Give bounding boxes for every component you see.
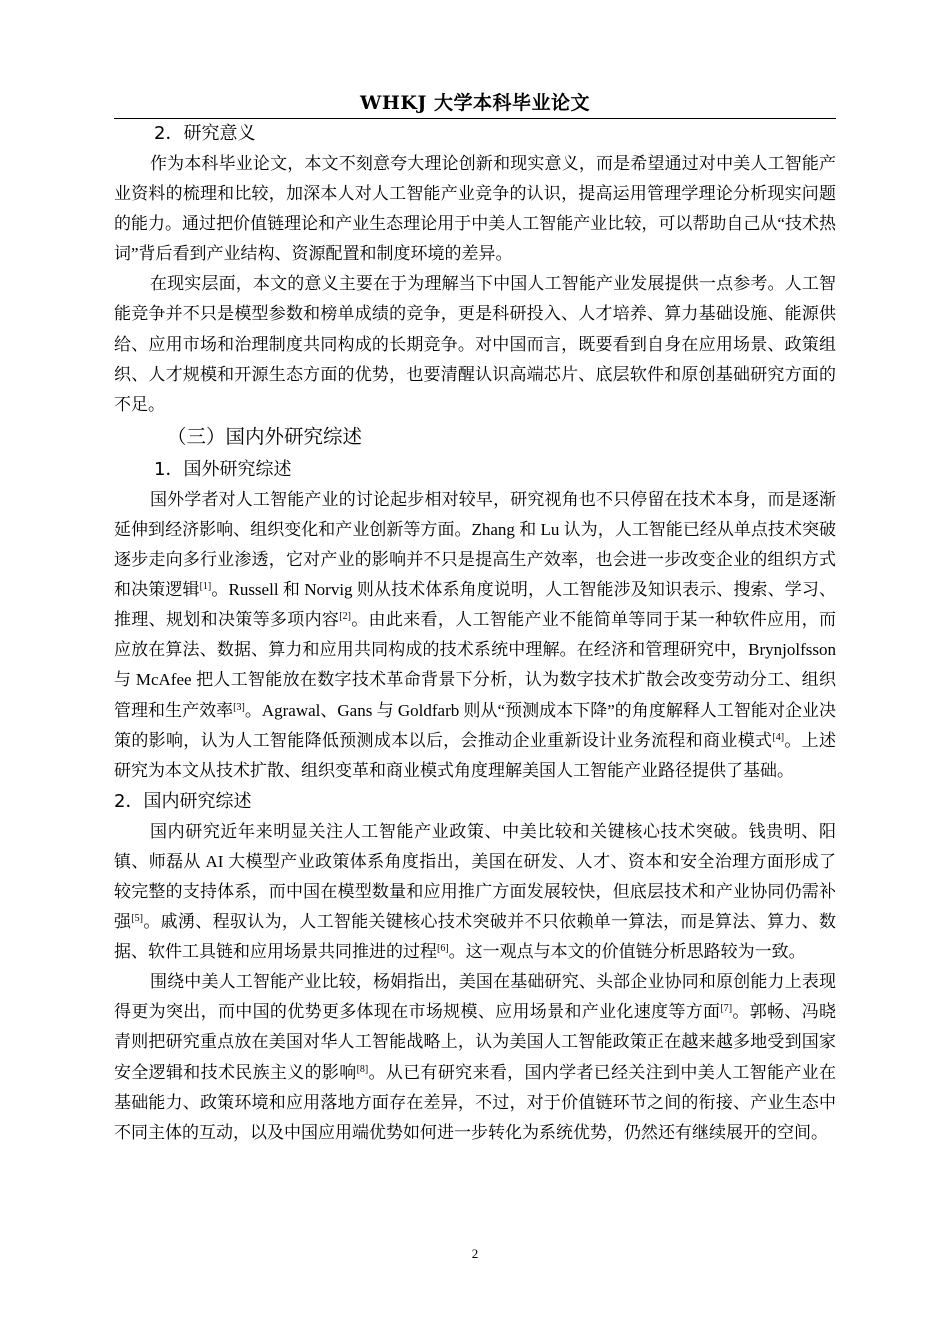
text-span: 。戚湧、程驭认为，人工智能关键核心技术突破并不只依赖单一算法，而是算法、算力、数据、软件工具链和应用场景共同推进的过程 (114, 912, 837, 962)
paragraph-foreign-review (114, 485, 836, 786)
citation-ref: [3] (233, 701, 245, 713)
heading-research-significance: 2．研究意义 (154, 123, 256, 144)
paragraph-domestic-review-2 (114, 967, 836, 1148)
paragraph-domestic-review-1 (114, 817, 836, 967)
citation-ref: [7] (720, 1003, 733, 1015)
heading-domestic-review: 2．国内研究综述 (114, 790, 252, 812)
text-span: 。Agrawal、Gans 与 Goldfarb 则从“预测成本下降”的角度解释人工智能对企业决策的影响，认为人工智能降低预测成本以后，会推动企业重新设计业务流程和商业模式 (114, 700, 836, 750)
page-number: 2 (471, 1246, 479, 1261)
text-span: 。由此来看，人工智能产业不能简单等同于某一种软件应用，而应放在算法、数据、算力和应用共同构成的技术系统中理解。在经济和管理研究中，Brynjolfsson 与 McAfee 把人工智能放在数字技术革命背景下分析，认为数字技术扩散会改变劳动分工、组织管理和生产效率 (114, 610, 837, 720)
text-span: 。Russell 和 Norvig 则从技术体系角度说明，人工智能涉及知识表示、搜索、学习、推理、规划和决策等多项内容 (114, 580, 836, 630)
text-span: 。郭畅、冯晓青则把研究重点放在美国对华人工智能战略上，认为美国人工智能政策正在越来越多地受到国家安全逻辑和技术民族主义的影响 (114, 1002, 837, 1082)
citation-ref: [6] (437, 943, 449, 955)
citation-ref: [1] (199, 581, 212, 593)
citation-ref: [2] (339, 611, 351, 623)
heading-foreign-review: 1．国外研究综述 (154, 458, 292, 480)
text-span: 。上述研究为本文从技术扩散、组织变革和商业模式角度理解美国人工智能产业路径提供了基础。 (114, 730, 837, 780)
text-span: 。这一观点与本文的价值链分析思路较为一致。 (448, 942, 806, 962)
paragraph-significance-1: 作为本科毕业论文，本文不刻意夸大理论创新和现实意义，而是希望通过对中美人工智能产业资料的梳理和比较，加深本人对人工智能产业竞争的认识，提高运用管理学理论分析现实问题的能力。通过把价值链理论和产业生态理论用于中美人工智能产业比较，可以帮助自己从“技术热词”背后看到产业结构、资源配置和制度环境的差异。 (114, 154, 836, 264)
citation-ref: [5] (131, 913, 143, 925)
text-span: 围绕中美人工智能产业比较，杨娟指出，美国在基础研究、头部企业协同和原创能力上表现得更为突出，而中国的优势更多体现在市场规模、应用场景和产业化速度等方面 (114, 972, 836, 1022)
page-body (114, 118, 836, 1148)
paragraph-significance-2: 在现实层面，本文的意义主要在于为理解当下中国人工智能产业发展提供一点参考。人工智能竞争并不只是模型参数和榜单成绩的竞争，更是科研投入、人才培养、算力基础设施、能源供给、应用市场和治理制度共同构成的长期竞争。对中国而言，既要看到自身在应用场景、政策组织、人才规模和开源生态方面的优势，也要清醒认识高端芯片、底层软件和原创基础研究方面的不足。 (114, 274, 836, 414)
text-span: 。从已有研究来看，国内学者已经关注到中美人工智能产业在基础能力、政策环境和应用落地方面存在差异，不过，对于价值链环节之间的衔接、产业生态中不同主体的互动，以及中国应用端优势如何进一步转化为系统优势，仍然还有继续展开的空间。 (114, 1062, 837, 1142)
text-span: 国外学者对人工智能产业的讨论起步相对较早，研究视角也不只停留在技术本身，而是逐渐延伸到经济影响、组织变化和产业创新等方面。Zhang 和 Lu 认为，人工智能已经从单点技术突破逐步走向多行业渗透，它对产业的影响并不只是提高生产效率，也会进一步改变企业的组织方式和决策逻辑 (114, 489, 836, 600)
running-header: WHKJ 大学本科毕业论文 (360, 92, 590, 114)
text-span: 国内研究近年来明显关注人工智能产业政策、中美比较和关键核心技术突破。钱贵明、阳镇、师磊从 AI 大模型产业政策体系角度指出，美国在研发、人才、资本和安全治理方面形成了较完整的支持体系，而中国在模型数量和应用推广方面发展较快，但底层技术和产业协同仍需补强 (114, 821, 836, 932)
citation-ref: [4] (772, 731, 785, 743)
citation-ref: [8] (356, 1063, 369, 1075)
heading-literature-review: （三）国内外研究综述 (167, 424, 363, 448)
